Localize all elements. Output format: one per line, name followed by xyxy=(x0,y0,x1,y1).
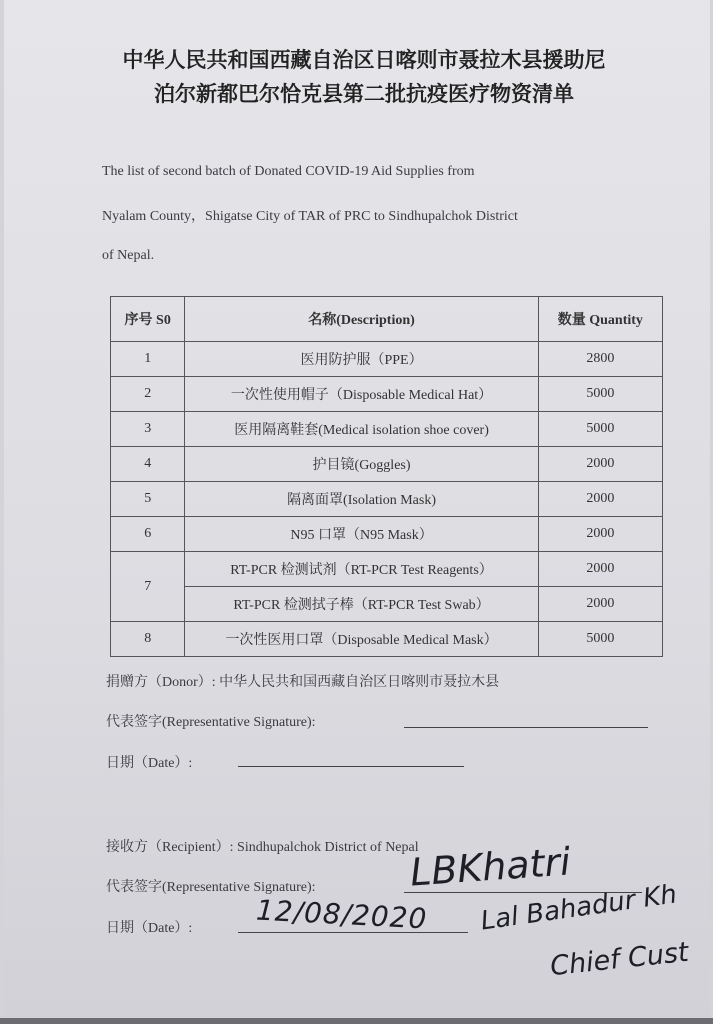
donor-value: 中华人民共和国西藏自治区日喀则市聂拉木县 xyxy=(219,675,500,690)
table-row xyxy=(111,587,663,622)
supplies-table xyxy=(110,296,663,657)
recipient-label: 接收方（Recipient）: xyxy=(106,840,234,855)
table-row xyxy=(111,412,663,447)
row-number: 5 xyxy=(111,482,185,517)
donor-date-line xyxy=(238,766,464,767)
row-number: 4 xyxy=(111,447,185,482)
table-row xyxy=(111,482,663,517)
row-number: 1 xyxy=(111,342,185,377)
table-row xyxy=(111,342,663,377)
handwritten-signature: LBKhatri xyxy=(408,839,572,895)
row-quantity: 2000 xyxy=(538,587,662,622)
intro-line-1: The list of second batch of Donated COVID-19 Aid Supplies from xyxy=(102,164,475,179)
row-quantity: 5000 xyxy=(538,412,662,447)
donor-signature-label: 代表签字(Representative Signature): xyxy=(106,715,316,730)
row-description: 医用隔离鞋套(Medical isolation shoe cover) xyxy=(185,412,538,447)
row-description: RT-PCR 检测试剂（RT-PCR Test Reagents） xyxy=(185,552,538,587)
header-quantity: 数量 Quantity xyxy=(538,297,662,342)
handwritten-date: 12/08/2020 xyxy=(255,893,429,936)
recipient-value: Sindhupalchok District of Nepal xyxy=(237,840,419,855)
row-quantity: 5000 xyxy=(538,622,662,657)
recipient-date-line xyxy=(238,932,468,933)
bottom-edge xyxy=(0,1018,713,1024)
recipient-date-label: 日期（Date）: xyxy=(106,921,193,936)
handwritten-title: Chief Cust xyxy=(548,936,691,983)
row-quantity: 2800 xyxy=(538,342,662,377)
row-quantity: 2000 xyxy=(538,482,662,517)
table-row xyxy=(111,552,663,587)
recipient-line xyxy=(106,836,419,856)
donor-date-label: 日期（Date）: xyxy=(106,756,193,771)
header-serial-number: 序号 S0 xyxy=(111,297,185,342)
table-row xyxy=(111,447,663,482)
row-description: 医用防护服（PPE） xyxy=(185,342,538,377)
row-number: 8 xyxy=(111,622,185,657)
table-row xyxy=(111,517,663,552)
row-number: 7 xyxy=(111,552,185,622)
document-page xyxy=(4,0,710,1018)
row-description: RT-PCR 检测拭子棒（RT-PCR Test Swab） xyxy=(185,587,538,622)
row-number: 3 xyxy=(111,412,185,447)
donor-label: 捐赠方（Donor）: xyxy=(106,675,216,690)
row-quantity: 5000 xyxy=(538,377,662,412)
intro-line-2: Nyalam County，Shigatse City of TAR of PRC to Sindhupalchok District xyxy=(102,209,518,224)
document-title-line-2: 泊尔新都巴尔恰克县第二批抗疫医疗物资清单 xyxy=(154,81,574,106)
row-description: 护目镜(Goggles) xyxy=(185,447,538,482)
row-description: 一次性医用口罩（Disposable Medical Mask） xyxy=(185,622,538,657)
document-title-line-1: 中华人民共和国西藏自治区日喀则市聂拉木县援助尼 xyxy=(122,47,606,72)
row-description: 一次性使用帽子（Disposable Medical Hat） xyxy=(185,377,538,412)
row-quantity: 2000 xyxy=(538,552,662,587)
row-number: 2 xyxy=(111,377,185,412)
table-row xyxy=(111,622,663,657)
donor-signature-line xyxy=(404,727,648,728)
table-header-row xyxy=(111,297,663,342)
recipient-signature-label: 代表签字(Representative Signature): xyxy=(106,880,316,895)
row-number: 6 xyxy=(111,517,185,552)
row-description: 隔离面罩(Isolation Mask) xyxy=(185,482,538,517)
table-row xyxy=(111,377,663,412)
row-quantity: 2000 xyxy=(538,517,662,552)
row-quantity: 2000 xyxy=(538,447,662,482)
row-description: N95 口罩（N95 Mask） xyxy=(185,517,538,552)
header-description: 名称(Description) xyxy=(185,297,538,342)
handwritten-name: Lal Bahadur Kh xyxy=(478,879,679,937)
intro-line-3: of Nepal. xyxy=(102,248,155,263)
donor-line xyxy=(106,671,499,691)
